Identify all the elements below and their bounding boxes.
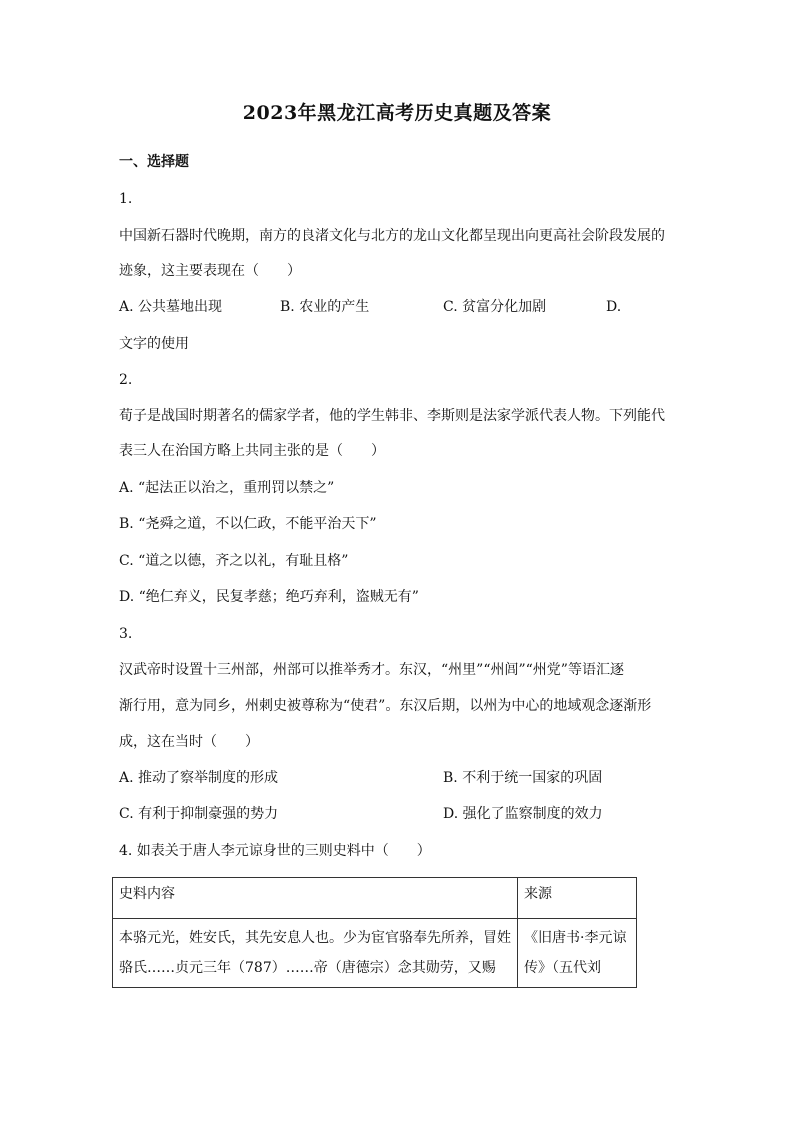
question-1-option-d-text: 文字的使用 bbox=[119, 336, 189, 352]
question-1-option-b: B. 农业的产生 bbox=[280, 299, 370, 315]
question-4-stem: 4. 如表关于唐人李元谅身世的三则史料中（ ） bbox=[119, 843, 431, 859]
table-cell-source: 《旧唐书·李元谅传》（五代刘 bbox=[518, 919, 637, 988]
question-1-number: 1. bbox=[119, 191, 133, 207]
question-2-option-c: C. “道之以德，齐之以礼，有耻且格” bbox=[119, 553, 349, 569]
question-1-option-a: A. 公共墓地出现 bbox=[119, 299, 223, 315]
question-3-stem-line-1: 汉武帝时设置十三州部，州部可以推举秀才。东汉，“州里”“州闾”“州党”等语汇逐 bbox=[119, 662, 624, 678]
section-heading: 一、选择题 bbox=[119, 154, 189, 170]
document-title: 2023年黑龙江高考历史真题及答案 bbox=[242, 102, 552, 124]
question-2-stem-line-2: 表三人在治国方略上共同主张的是（ ） bbox=[119, 443, 385, 459]
question-1-stem-line-1: 中国新石器时代晚期，南方的良渚文化与北方的龙山文化都呈现出向更高社会阶段发展的 bbox=[119, 228, 665, 244]
question-2-number: 2. bbox=[119, 372, 133, 388]
table-header-source: 来源 bbox=[518, 878, 637, 919]
question-3-option-d: D. 强化了监察制度的效力 bbox=[443, 806, 603, 822]
question-1-option-c: C. 贫富分化加剧 bbox=[443, 299, 547, 315]
question-2-stem-line-1: 荀子是战国时期著名的儒家学者，他的学生韩非、李斯则是法家学派代表人物。下列能代 bbox=[119, 408, 665, 424]
table-header-content: 史料内容 bbox=[113, 878, 518, 919]
question-3-option-b: B. 不利于统一国家的巩固 bbox=[443, 770, 603, 786]
table-header-row bbox=[113, 878, 637, 919]
question-2-option-d: D. “绝仁弃义，民复孝慈；绝巧弃利，盗贼无有” bbox=[119, 589, 419, 605]
question-3-stem-line-2: 渐行用，意为同乡，州刺史被尊称为“使君”。东汉后期，以州为中心的地域观念逐渐形 bbox=[119, 698, 652, 714]
question-3-stem-line-3: 成，这在当时（ ） bbox=[119, 734, 259, 750]
question-3-option-c: C. 有利于抑制豪强的势力 bbox=[119, 806, 279, 822]
question-1-stem-line-2: 迹象，这主要表现在（ ） bbox=[119, 263, 301, 279]
source-table bbox=[112, 877, 637, 988]
question-1-option-d-letter: D. bbox=[606, 299, 622, 315]
question-3-number: 3. bbox=[119, 626, 133, 642]
table-cell-content: 本骆元光，姓安氏，其先安息人也。少为宦官骆奉先所养，冒姓骆氏……贞元三年（787）……帝（唐德宗）念其勋劳，又赐 bbox=[113, 919, 518, 988]
question-2-option-a: A. “起法正以治之，重刑罚以禁之” bbox=[119, 480, 335, 496]
question-3-option-a: A. 推动了察举制度的形成 bbox=[119, 770, 279, 786]
question-2-option-b: B. “尧舜之道，不以仁政，不能平治天下” bbox=[119, 516, 377, 532]
table-row bbox=[113, 919, 637, 988]
